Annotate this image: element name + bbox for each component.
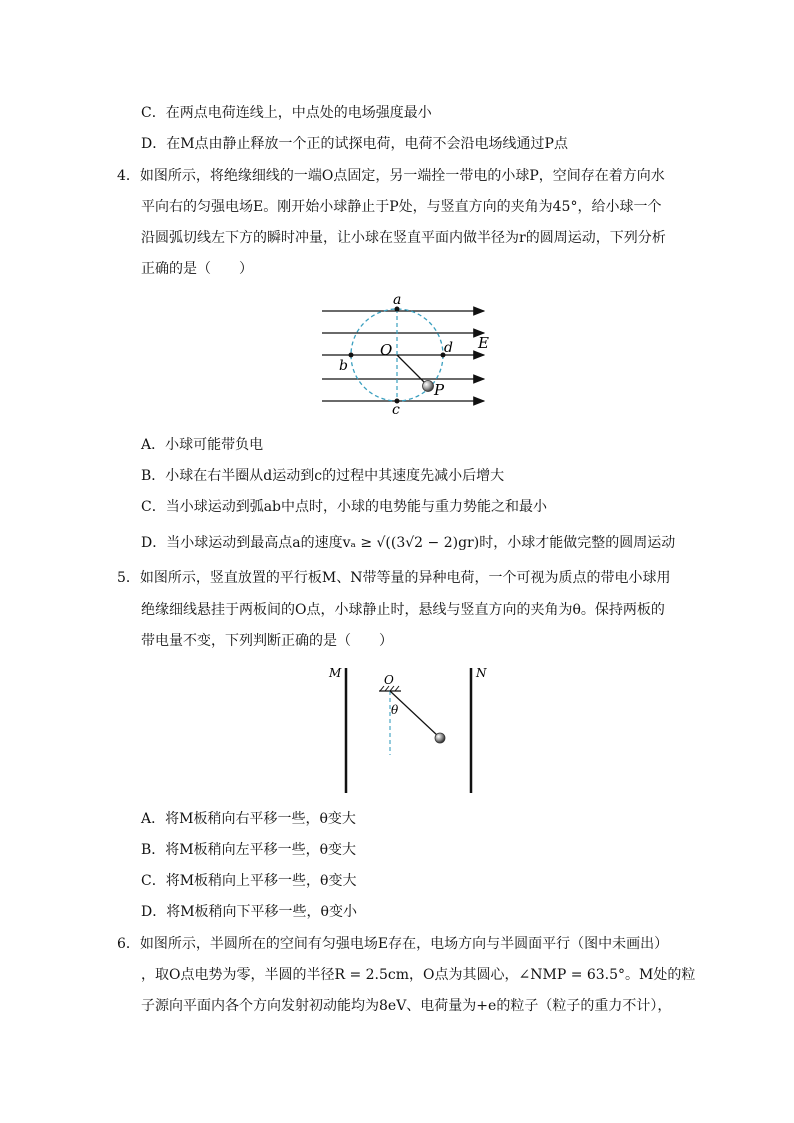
label-e: E: [478, 334, 489, 352]
q4-option-a: A．小球可能带负电: [141, 437, 264, 453]
q5-option-b: B．将M板稍向左平移一些，θ变大: [141, 842, 357, 858]
q5-line-2: 绝缘细线悬挂于两板间的O点，小球静止时，悬线与竖直方向的夹角为θ。保持两板的: [141, 602, 665, 618]
q4-option-c: C．当小球运动到弧ab中点时，小球的电势能与重力势能之和最小: [141, 499, 548, 515]
q4-figure: [318, 288, 498, 418]
label-o: O: [384, 673, 394, 687]
q4-line-4: 正确的是（ ）: [141, 261, 253, 277]
q4-line-1: 4．如图所示，将绝缘细线的一端O点固定，另一端拴一带电的小球P，空间存在着方向水: [117, 168, 665, 184]
q6-line-3: 子源向平面内各个方向发射初动能均为8eV、电荷量为+e的粒子（粒子的重力不计），: [141, 998, 672, 1014]
q4-line-2: 平向右的匀强电场E。刚开始小球静止于P处，与竖直方向的夹角为45°，给小球一个: [141, 199, 662, 215]
option-c-prev: C．在两点电荷连线上，中点处的电场强度最小: [141, 105, 432, 121]
q5-line-3: 带电量不变，下列判断正确的是（ ）: [141, 633, 393, 649]
option-d-prev: D．在M点由静止释放一个正的试探电荷，电荷不会沿电场线通过P点: [141, 136, 568, 152]
ball: [435, 733, 445, 743]
label-d: d: [444, 340, 453, 356]
label-theta: θ: [391, 703, 399, 717]
q4-option-d: D．当小球运动到最高点a的速度vₐ ≥ √((3√2 − 2)gr)时，小球才能做完整的圆周运动: [141, 535, 676, 551]
q6-line-1: 6．如图所示，半圆所在的空间有匀强电场E存在，电场方向与半圆面平行（图中未画出）: [117, 936, 669, 952]
q5-option-c: C．将M板稍向上平移一些，θ变大: [141, 873, 357, 889]
q5-option-d: D．将M板稍向下平移一些，θ变小: [141, 904, 357, 920]
ball-p: [423, 381, 434, 392]
q6-line-2: ，取O点电势为零，半圆的半径R = 2.5cm，O点为其圆心，∠NMP = 63.5°。M处的粒: [141, 967, 696, 983]
q4-option-b: B．小球在右半圈从d运动到c的过程中其速度先减小后增大: [141, 468, 505, 484]
q5-figure: [325, 660, 495, 800]
label-p: P: [434, 381, 445, 399]
q4-line-3: 沿圆弧切线左下方的瞬时冲量，让小球在竖直平面内做半径为r的圆周运动，下列分析: [141, 230, 666, 246]
label-o: O: [380, 341, 393, 359]
label-n: N: [476, 666, 487, 680]
label-m: M: [329, 666, 342, 680]
label-a: a: [393, 292, 402, 308]
q5-line-1: 5．如图所示，竖直放置的平行板M、N带等量的异种电荷，一个可视为质点的带电小球用: [117, 570, 671, 586]
label-b: b: [339, 358, 348, 374]
label-c: c: [392, 402, 400, 418]
q5-option-a: A．将M板稍向右平移一些，θ变大: [141, 811, 356, 827]
